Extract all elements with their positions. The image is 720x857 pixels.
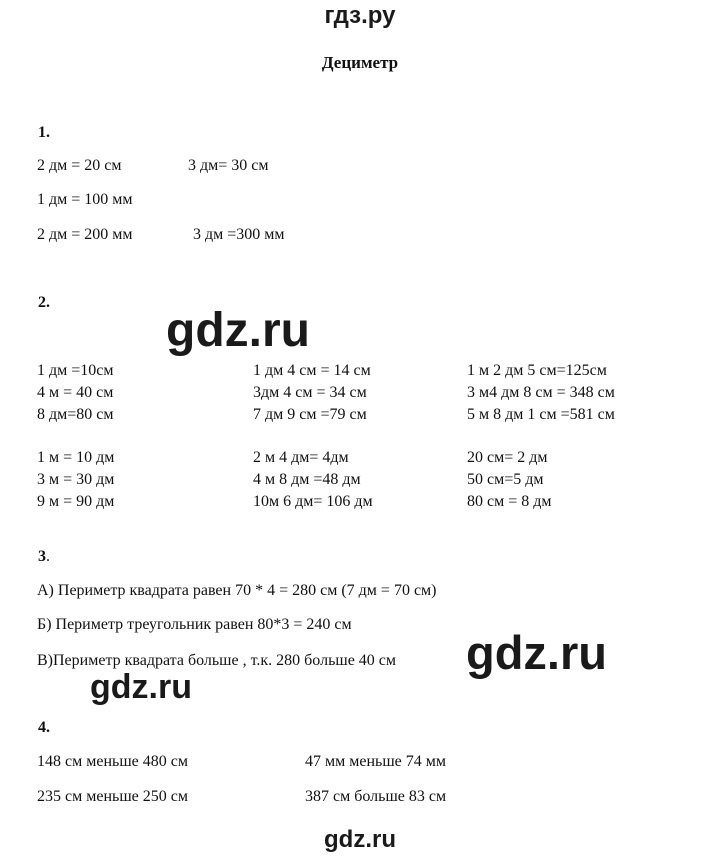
task-1-line-3a: 2 дм = 200 мм (37, 226, 133, 243)
task-2-b2-c1-r2: 3 м = 30 дм (37, 471, 115, 488)
task-1-line-1a: 2 дм = 20 см (37, 157, 122, 174)
task-3-heading (38, 547, 50, 567)
task-3-line-a: А) Периметр квадрата равен 70 * 4 = 280 см (7 дм = 70 см) (37, 582, 437, 599)
task-2-b2-c2-r1: 2 м 4 дм= 4дм (253, 449, 349, 466)
task-4-r2-c2: 387 см больше 83 см (305, 788, 447, 805)
task-2-b1-c1-r2: 4 м = 40 см (37, 384, 114, 401)
task-3-number: 3 (38, 548, 46, 565)
task-2-b1-c3-r3: 5 м 8 дм 1 см =581 см (467, 406, 615, 423)
task-3-line-c: В)Периметр квадрата больше , т.к. 280 больше 40 см (37, 652, 397, 669)
task-1-line-2: 1 дм = 100 мм (37, 191, 133, 208)
site-header: гдз.ру (324, 2, 396, 29)
task-2-number: 2. (38, 294, 50, 311)
task-2-b1-c3-r1: 1 м 2 дм 5 см=125см (467, 362, 607, 379)
task-2-b2-c2-r3: 10м 6 дм= 106 дм (253, 493, 373, 510)
watermark: gdz.ru (90, 668, 192, 706)
task-4-number: 4. (38, 719, 50, 736)
task-1-number: 1. (38, 124, 50, 141)
task-2-b1-c2-r1: 1 дм 4 см = 14 см (253, 362, 371, 379)
task-2-b1-c1-r1: 1 дм =10см (37, 362, 114, 379)
task-4-r1-c2: 47 мм меньше 74 мм (305, 753, 447, 770)
task-2-b1-c1-r3: 8 дм=80 см (37, 406, 114, 423)
task-1-line-1b: 3 дм= 30 см (188, 157, 269, 174)
task-2-b2-c1-r3: 9 м = 90 дм (37, 493, 115, 510)
task-2-b2-c1-r1: 1 м = 10 дм (37, 449, 115, 466)
task-3-line-b: Б) Периметр треугольник равен 80*3 = 240 см (37, 616, 352, 633)
task-2-b2-c3-r2: 50 см=5 дм (467, 471, 544, 488)
task-1-line-3b: 3 дм =300 мм (193, 226, 285, 243)
task-2-b1-c2-r3: 7 дм 9 см =79 см (253, 406, 367, 423)
task-2-b1-c2-r2: 3дм 4 см = 34 см (253, 384, 367, 401)
watermark: gdz.ru (466, 626, 607, 679)
task-2-b2-c2-r2: 4 м 8 дм =48 дм (253, 471, 361, 488)
task-3-dot: . (46, 548, 50, 565)
task-4-r2-c1: 235 см меньше 250 см (37, 788, 188, 805)
task-4-r1-c1: 148 см меньше 480 см (37, 753, 188, 770)
task-2-b1-c3-r2: 3 м4 дм 8 см = 348 см (467, 384, 615, 401)
watermark: gdz.ru (324, 826, 396, 853)
page-title: Дециметр (321, 53, 399, 72)
watermark: gdz.ru (166, 304, 310, 357)
task-2-b2-c3-r3: 80 см = 8 дм (467, 493, 552, 510)
task-2-b2-c3-r1: 20 см= 2 дм (467, 449, 548, 466)
